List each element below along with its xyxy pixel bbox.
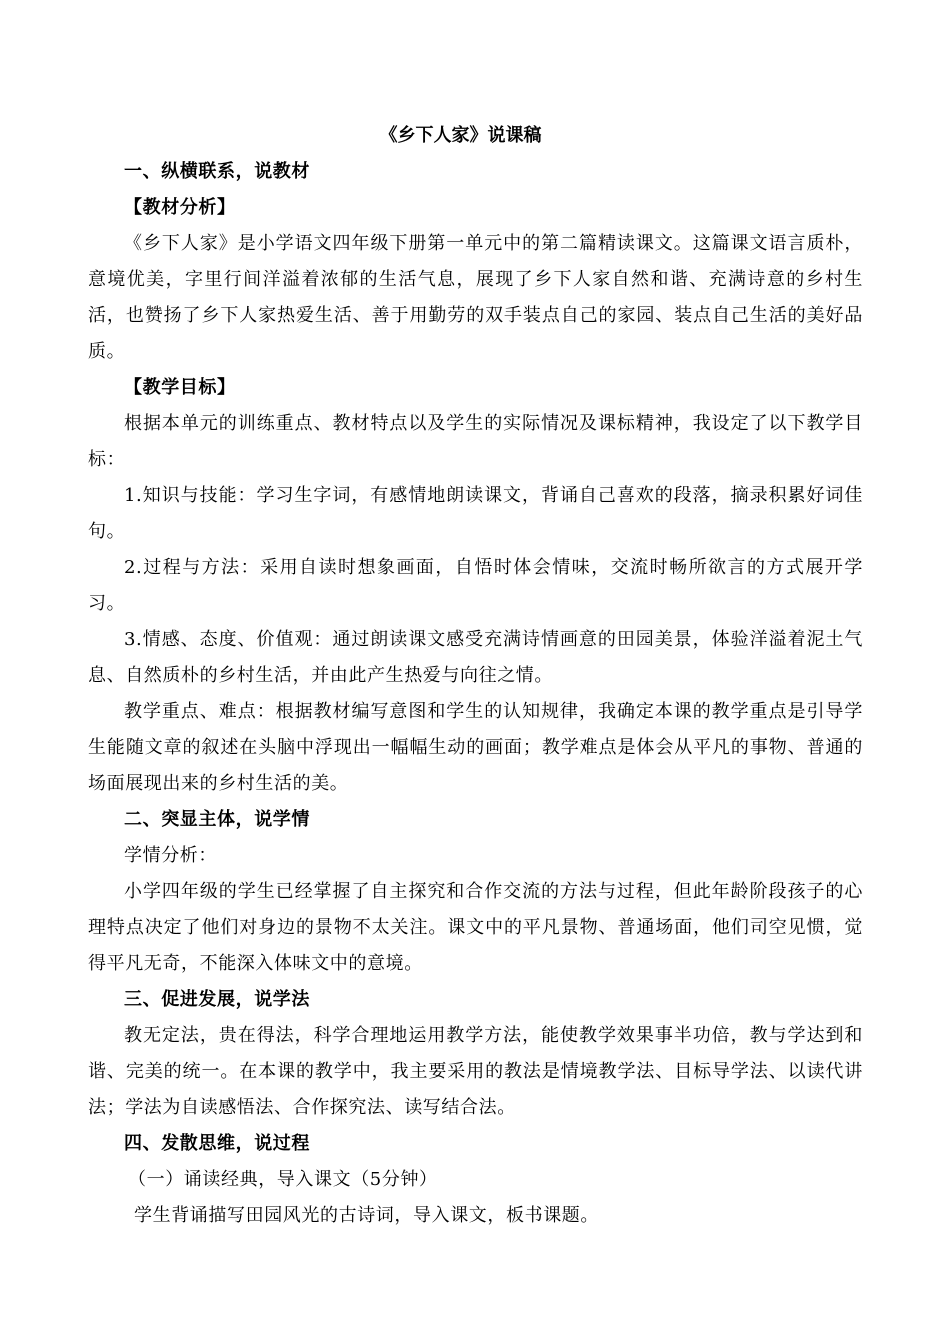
learning-method-text: 教无定法，贵在得法，科学合理地运用教学方法，能使教学效果事半功倍，教与学达到和谐、完美的统一。在本课的教学中，我主要采用的教法是情境教学法、目标导学法、以读代讲法；学法为自读感悟法、合作探究法、读写结合法。 [88,1025,863,1118]
learner-analysis-text: 小学四年级的学生已经掌握了自主探究和合作交流的方法与过程，但此年龄阶段孩子的心理特点决定了他们对身边的景物不太关注。课文中的平凡景物、普通场面，他们司空见惯，觉得平凡无奇，不能深入体味文中的意境。 [88,881,863,974]
teaching-goals-heading: 【教学目标】 [124,377,236,398]
material-analysis-text: 《乡下人家》是小学语文四年级下册第一单元中的第二篇精读课文。这篇课文语言质朴，意境优美，字里行间洋溢着浓郁的生活气息，展现了乡下人家自然和谐、充满诗意的乡村生活，也赞扬了乡下人家热爱生活、善于用勤劳的双手装点自己的家园、装点自己生活的美好品质。 [88,233,863,362]
goal-3: 3.情感、态度、价值观：通过朗读课文感受充满诗情画意的田园美景，体验洋溢着泥土气息、自然质朴的乡村生活，并由此产生热爱与向往之情。 [88,629,863,686]
document-page [88,118,863,1234]
teaching-goals-intro: 根据本单元的训练重点、教材特点以及学生的实际情况及课标精神，我设定了以下教学目标： [88,413,863,470]
section-1-heading: 一、纵横联系，说教材 [124,161,310,182]
section-4-heading: 四、发散思维，说过程 [124,1133,310,1154]
process-step-1-heading: （一）诵读经典，导入课文（5分钟） [128,1169,438,1190]
goal-1: 1.知识与技能：学习生字词，有感情地朗读课文，背诵自己喜欢的段落，摘录积累好词佳句。 [88,485,863,542]
key-points-text: 教学重点、难点：根据教材编写意图和学生的认知规律，我确定本课的教学重点是引导学生能随文章的叙述在头脑中浮现出一幅幅生动的画面；教学难点是体会从平凡的事物、普通的场面展现出来的乡村生活的美。 [88,701,863,794]
goal-2: 2.过程与方法：采用自读时想象画面，自悟时体会情味，交流时畅所欲言的方式展开学习。 [88,557,863,614]
learner-analysis-label: 学情分析： [124,845,217,866]
process-step-1-text: 学生背诵描写田园风光的古诗词，导入课文，板书课题。 [134,1205,599,1226]
material-analysis-heading: 【教材分析】 [124,197,236,218]
section-2-heading: 二、突显主体，说学情 [124,809,310,830]
section-3-heading: 三、促进发展，说学法 [124,989,310,1010]
document-title: 《乡下人家》说课稿 [379,125,542,146]
